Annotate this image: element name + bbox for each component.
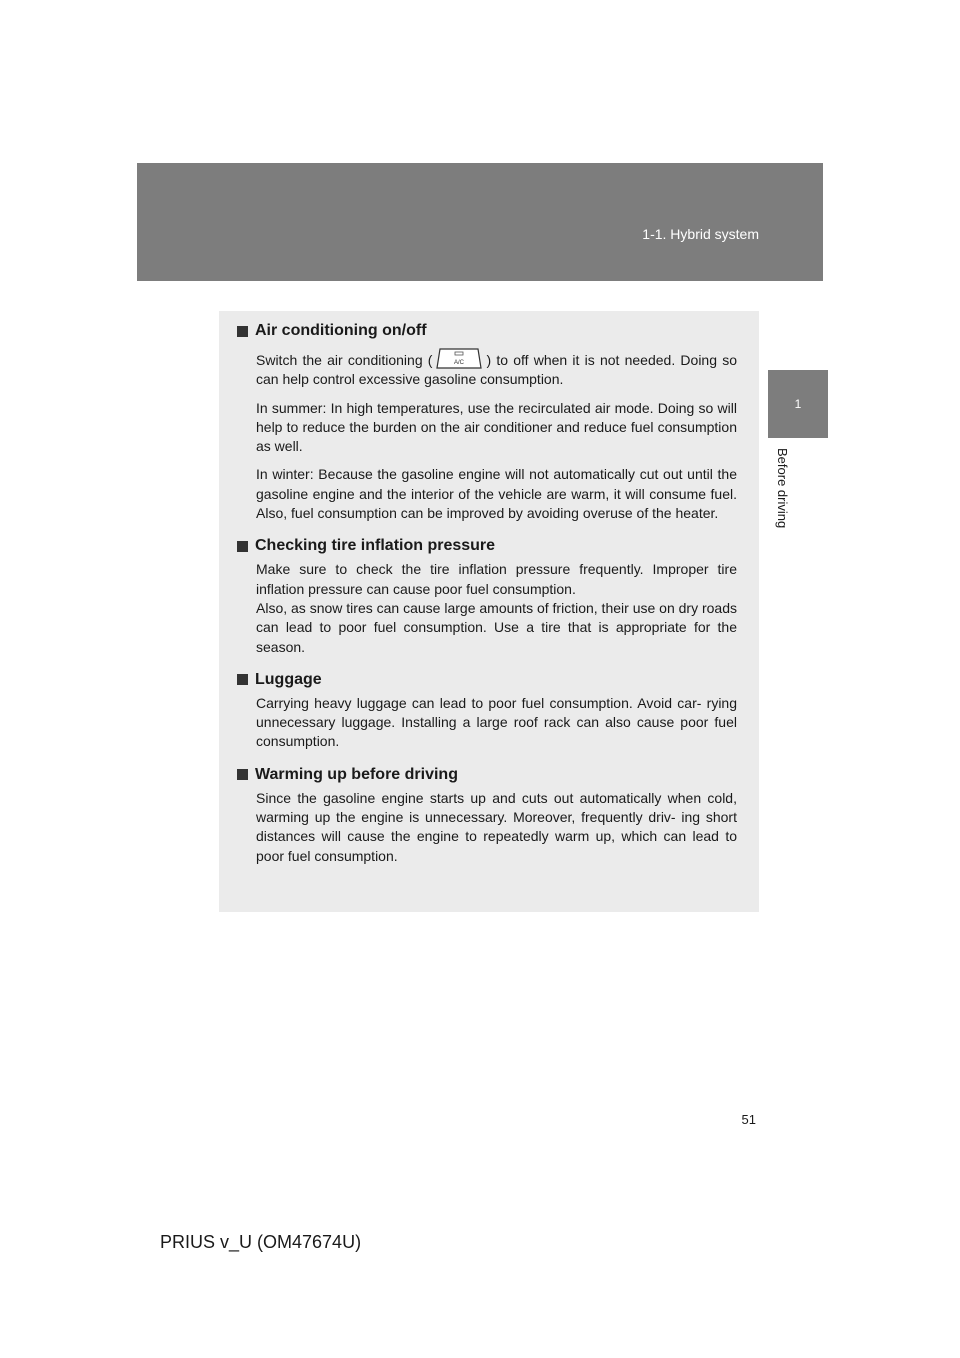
section-heading: [237, 321, 737, 341]
section-heading: [237, 670, 737, 690]
paragraph-text: Switch the air conditioning (: [256, 352, 433, 368]
section-tire-pressure: [237, 536, 737, 656]
section-luggage: [237, 670, 737, 752]
ac-button-icon: [434, 346, 484, 370]
section-heading: [237, 765, 737, 785]
section-air-conditioning: [237, 321, 737, 523]
chapter-tab: [768, 370, 828, 438]
ac-label: A/C: [454, 360, 465, 367]
header-band: [137, 163, 823, 281]
heading-text: Checking tire inflation pressure: [255, 537, 496, 555]
heading-text: Warming up before driving: [255, 765, 458, 783]
paragraph: Carrying heavy luggage can lead to poor fuel consumption. Avoid car- rying unnecessary luggage. Installing a large roof rack can also cause poor fuel consumption.: [256, 694, 737, 750]
square-bullet-icon: [237, 541, 248, 552]
section-heading: [237, 536, 737, 556]
chapter-label: Before driving: [775, 448, 790, 529]
paragraph-text: ) to off when it is not needed. Doing so can help control excessive gasoline consumption.: [256, 352, 737, 388]
paragraph: [256, 351, 737, 390]
square-bullet-icon: [237, 769, 248, 780]
section-title: 1-1. Hybrid system: [642, 226, 759, 242]
square-bullet-icon: [237, 674, 248, 685]
heading-text: Air conditioning on/off: [255, 322, 427, 339]
footer-model: PRIUS v_U (OM47674U): [160, 1232, 362, 1252]
heading-text: Luggage: [255, 670, 322, 688]
chapter-number: 1: [794, 397, 802, 411]
paragraph: Since the gasoline engine starts up and cuts out automatically when cold, warming up the engine is unnecessary. Moreover, frequently driv- ing short distances will cause the engine to repeatedly warm up, which can lead to poor fuel consumption.: [256, 789, 737, 864]
paragraph: In winter: Because the gasoline engine will not automatically cut out until the gasoline engine and the interior of the vehicle are warm, it will consume fuel. Also, fuel consumption can be improved by avoiding overuse of the heater.: [256, 466, 737, 522]
paragraph: Also, as snow tires can cause large amounts of friction, their use on dry roads can lead to poor fuel consumption. Use a tire that is appropriate for the season.: [256, 599, 737, 655]
paragraph: In summer: In high temperatures, use the recirculated air mode. Doing so will help to reduce the burden on the air conditioner and reduce fuel consumption as well.: [256, 399, 737, 455]
paragraph: Make sure to check the tire inflation pressure frequently. Improper tire inflation pressure can cause poor fuel consumption.: [256, 561, 737, 597]
page-number: 51: [741, 1112, 756, 1127]
square-bullet-icon: [237, 326, 248, 337]
section-warming-up: [237, 765, 737, 866]
content-box: [219, 311, 759, 912]
